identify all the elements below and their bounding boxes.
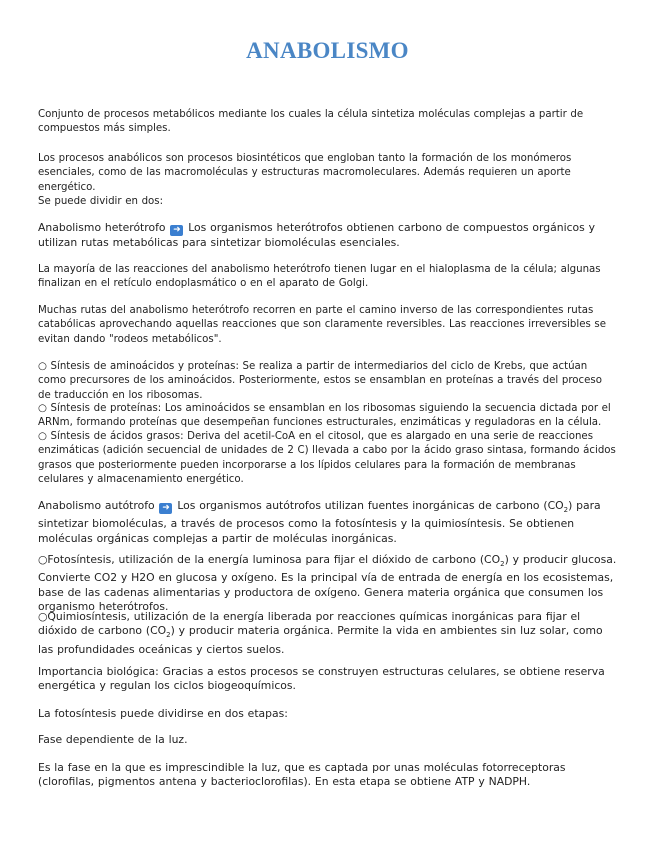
subscript: 2	[563, 506, 569, 515]
page-title: ANABOLISMO	[246, 38, 409, 63]
photosynthesis-text-1: ○Fotosíntesis, utilización de la energía luminosa para fijar el dióxido de carbono (CO	[38, 553, 501, 566]
paragraph-light-phase: Fase dependiente de la luz.	[38, 733, 188, 746]
heterotrophic-heading: Anabolismo heterótrofo	[38, 221, 166, 234]
bullet-fatty-acids: ○ Síntesis de ácidos grasos: Deriva del acetil-CoA en el citosol, que es alargado en una serie de reacciones enzimáticas (adición secuencial de unidades de 2 C) llevada a cabo por la ácido graso sintasa, formando ácidos grasos que posteriormente pueden incorporarse a los lípidos celulares para la formación de membranas celulares y almacenamiento energético.	[38, 431, 616, 485]
paragraph-light-phase-description: Es la fase en la que es imprescindible la luz, que es captada por unas moléculas fotorreceptoras (clorofilas, pigmentos antena y bacterioclorofilas). En esta etapa se obtiene ATP y NADPH.	[38, 761, 566, 789]
subscript: 2	[166, 631, 171, 640]
paragraph-autotrophic	[38, 499, 618, 546]
chemosynthesis-text-2: ) y producir materia orgánica. Permite la vida en ambientes sin luz solar, como las profundidades oceánicas y ciertos suelos.	[38, 624, 603, 656]
paragraph-routes: Muchas rutas del anabolismo heterótrofo recorren en parte el camino inverso de las correspondientes rutas catabólicas aprovechando aquellas reacciones que son claramente reversibles. Las reacciones irreversibles se evitan dando "rodeos metabólicos".	[38, 305, 607, 345]
bullet-proteins: ○ Síntesis de proteínas: Los aminoácidos se ensamblan en los ribosomas siguiendo la secuencia dictada por el ARNm, formando proteínas que desempeñan funciones estructurales, enzimáticas y reguladoras en la célula.	[38, 403, 611, 429]
autotrophic-heading: Anabolismo autótrofo	[38, 499, 155, 512]
paragraph-location: La mayoría de las reacciones del anabolismo heterótrofo tienen lugar en el hialoplasma de la célula; algunas finalizan en el retículo endoplasmático o en el aparato de Golgi.	[38, 264, 601, 290]
paragraph-heterotrophic	[38, 221, 618, 250]
chemosynthesis-text-1: ○Quimiosíntesis, utilización de la energía liberada por reacciones químicas inorgánicas para fijar el dióxido de carbono (CO	[38, 610, 581, 638]
paragraph-biosynthesis: Los procesos anabólicos son procesos biosintéticos que engloban tanto la formación de los monómeros esenciales, como de las macromoléculas y estructuras macromoleculares. Además requieren un aporte energético.	[38, 153, 572, 193]
paragraph-stages: La fotosíntesis puede dividirse en dos etapas:	[38, 707, 288, 720]
paragraph-definition: Conjunto de procesos metabólicos mediante los cuales la célula sintetiza moléculas complejas a partir de compuestos más simples.	[38, 109, 584, 135]
autotrophic-text-2: ) para sintetizar biomoléculas, a través de procesos como la fotosíntesis y la quimiosíntesis. Se obtienen moléculas orgánicas complejas a partir de moléculas inorgánicas.	[38, 499, 601, 545]
right-arrow-icon: ➜	[170, 225, 183, 236]
paragraph-division: Se puede dividir en dos:	[38, 196, 164, 207]
subscript: 2	[500, 560, 505, 569]
heterotrophic-text: Los organismos heterótrofos obtienen carbono de compuestos orgánicos y utilizan rutas metabólicas para sintetizar biomoléculas esenciales.	[38, 221, 595, 249]
bullet-amino-acids: ○ Síntesis de aminoácidos y proteínas: Se realiza a partir de intermediarios del ciclo de Krebs, que actúan como precursores de los aminoácidos. Posteriormente, estos se ensamblan en proteínas a través del proceso de traducción en los ribosomas.	[38, 361, 602, 401]
right-arrow-icon: ➜	[159, 503, 172, 514]
paragraph-chemosynthesis	[38, 610, 618, 657]
autotrophic-text-1: Los organismos autótrofos utilizan fuentes inorgánicas de carbono (CO	[177, 499, 564, 512]
photosynthesis-text-2: ) y producir glucosa. Convierte CO2 y H2O en glucosa y oxígeno. Es la principal vía de entrada de energía en los ecosistemas, base de las cadenas alimentarias y productora de oxígeno. Genera materia orgánica que consumen los organismo heterótrofos.	[38, 553, 617, 614]
paragraph-importance: Importancia biológica: Gracias a estos procesos se construyen estructuras celulares, se obtiene reserva energética y regulan los ciclos biogeoquímicos.	[38, 665, 605, 693]
paragraph-photosynthesis	[38, 553, 618, 614]
